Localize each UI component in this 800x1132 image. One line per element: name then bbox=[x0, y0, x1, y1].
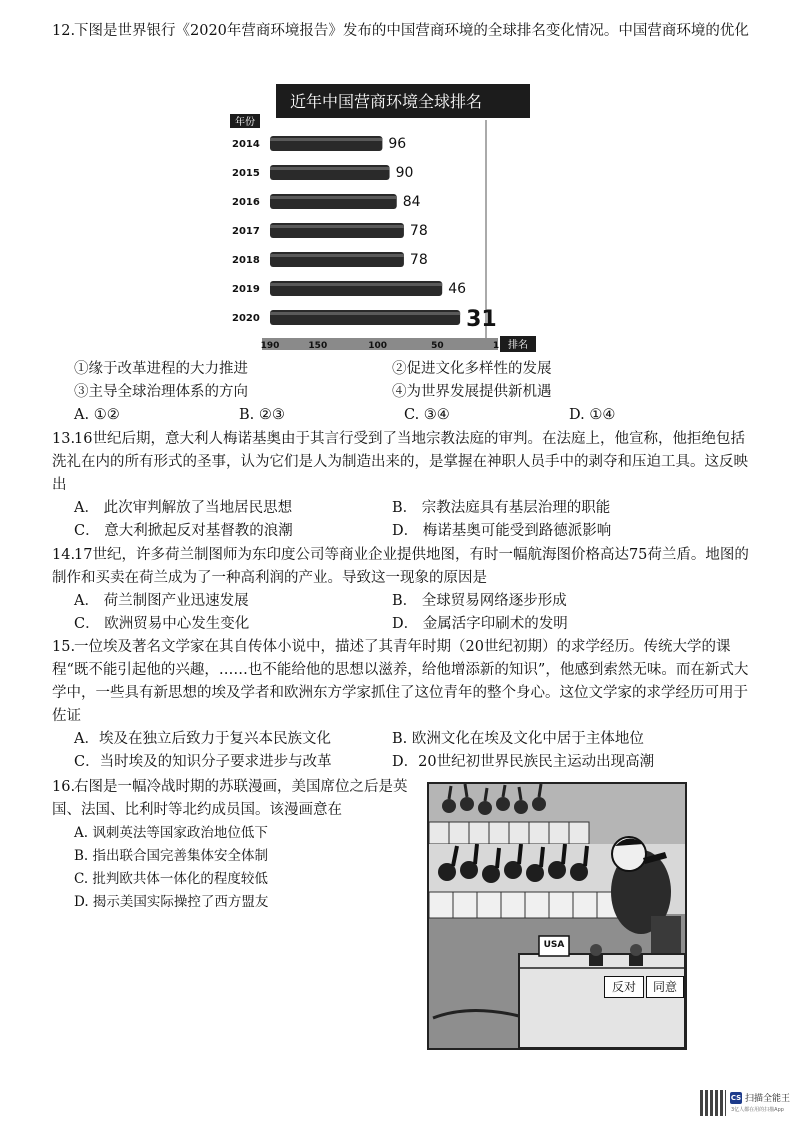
question-stem: 17世纪，许多荷兰制图师为东印度公司等商业企业提供地图，有时一幅航海图价格高达75荷兰盾。地图的制作和买卖在荷兰成为了一种高利润的产业。导致这一现象的原因是 bbox=[52, 547, 749, 586]
y-tick-label: 2020 bbox=[232, 313, 260, 324]
question-number: 16. bbox=[52, 779, 76, 795]
option-a: A．埃及在独立后致力于复兴本民族文化 bbox=[74, 731, 331, 747]
question-13 bbox=[52, 428, 752, 543]
bar-highlight bbox=[270, 254, 404, 257]
watermark-name: 扫描全能王 bbox=[745, 1094, 791, 1104]
y-tick-label: 2014 bbox=[232, 139, 260, 150]
x-tick-label: 190 bbox=[260, 341, 280, 351]
question-12-choices bbox=[52, 358, 752, 427]
option-d: D． 金属活字印刷术的发明 bbox=[392, 616, 568, 632]
data-label: 90 bbox=[395, 165, 414, 181]
data-label: 84 bbox=[402, 194, 421, 210]
data-label: 78 bbox=[409, 223, 428, 239]
option-d: D． 梅诺基奥可能受到路德派影响 bbox=[392, 523, 612, 539]
statement-1: ①缘于改革进程的大力推进 bbox=[74, 361, 248, 377]
bar-highlight bbox=[270, 138, 382, 141]
y-axis-label: 年份 bbox=[235, 117, 255, 128]
usa-desk-label: USA bbox=[543, 940, 565, 950]
bar-highlight bbox=[270, 283, 442, 286]
option-c: C. ③④ bbox=[404, 407, 450, 423]
x-tick-label: 50 bbox=[431, 341, 444, 351]
option-d: D．20世纪初世界民族民主运动出现高潮 bbox=[392, 754, 655, 770]
y-tick-label: 2015 bbox=[232, 168, 260, 179]
data-label: 78 bbox=[409, 252, 428, 268]
x-axis-label: 排名 bbox=[508, 340, 528, 351]
agree-button-label: 同意 bbox=[646, 976, 684, 998]
y-tick-label: 2017 bbox=[232, 226, 260, 237]
y-tick-label: 2016 bbox=[232, 197, 260, 208]
question-16 bbox=[52, 776, 412, 914]
option-d: D. ①④ bbox=[569, 407, 616, 423]
question-12 bbox=[52, 20, 752, 43]
data-label: 31 bbox=[466, 307, 497, 332]
x-tick-label: 100 bbox=[368, 341, 388, 351]
option-a: A. ①② bbox=[74, 407, 120, 423]
option-b: B. 欧洲文化在埃及文化中居于主体地位 bbox=[392, 731, 644, 747]
bar-highlight bbox=[270, 196, 397, 199]
oppose-button-label: 反对 bbox=[604, 976, 644, 998]
scanner-watermark bbox=[700, 1090, 792, 1120]
option-b: B． 全球贸易网络逐步形成 bbox=[392, 593, 567, 609]
option-c: C． 意大利掀起反对基督教的浪潮 bbox=[74, 523, 293, 539]
ranking-bar-chart bbox=[230, 80, 542, 356]
y-tick-label: 2018 bbox=[232, 255, 260, 266]
question-number: 13. bbox=[52, 431, 76, 447]
data-label: 46 bbox=[448, 281, 467, 297]
data-label: 96 bbox=[388, 136, 407, 152]
option-a: A． 荷兰制图产业迅速发展 bbox=[74, 593, 249, 609]
option-c: C． 欧洲贸易中心发生变化 bbox=[74, 616, 250, 632]
statement-3: ③主导全球治理体系的方向 bbox=[74, 384, 248, 400]
cold-war-cartoon bbox=[427, 782, 687, 1050]
question-15 bbox=[52, 636, 752, 774]
question-number: 12. bbox=[52, 23, 76, 39]
watermark-subtitle: 3亿人都在用的扫描App bbox=[731, 1107, 784, 1113]
qr-code-icon bbox=[700, 1090, 726, 1116]
question-number: 14. bbox=[52, 547, 76, 563]
x-tick-label: 1 bbox=[492, 341, 500, 351]
option-b: B. ②③ bbox=[239, 407, 285, 423]
bar-highlight bbox=[270, 167, 390, 170]
bar-highlight bbox=[270, 225, 404, 228]
option-d: D. 揭示美国实际操控了西方盟友 bbox=[74, 894, 269, 910]
option-b: B． 宗教法庭具有基层治理的职能 bbox=[392, 500, 611, 516]
chart-title: 近年中国营商环境全球排名 bbox=[290, 92, 483, 111]
y-tick-label: 2019 bbox=[232, 284, 260, 295]
question-stem: 16世纪后期，意大利人梅诺基奥由于其言行受到了当地宗教法庭的审判。在法庭上，他宣称，他拒绝包括洗礼在内的所有形式的圣事，认为它们是人为制造出来的，是掌握在神职人员手中的剥夺和压迫工具。这反映出 bbox=[52, 431, 748, 493]
option-c: C. 批判欧共体一体化的程度较低 bbox=[74, 871, 268, 887]
option-a: A． 此次审判解放了当地居民思想 bbox=[74, 500, 293, 516]
camscanner-logo-icon: CS bbox=[730, 1094, 742, 1102]
question-number: 15. bbox=[52, 639, 76, 655]
question-stem: 一位埃及著名文学家在其自传体小说中，描述了其青年时期（20世纪初期）的求学经历。传统大学的课程“既不能引起他的兴趣，……也不能给他的思想以滋养，给他增添新的知识”，他感到索然无味。而在新式大学中，一些具有新思想的埃及学者和欧洲东方学家抓住了这位青年的整个身心。这位文学家的求学经历可用于佐证 bbox=[52, 639, 749, 724]
bar-highlight bbox=[270, 312, 460, 315]
question-stem: 下图是世界银行《2020年营商环境报告》发布的中国营商环境的全球排名变化情况。中国营商环境的优化 bbox=[74, 23, 749, 39]
option-a: A. 讽刺英法等国家政治地位低下 bbox=[74, 825, 268, 841]
statement-4: ④为世界发展提供新机遇 bbox=[392, 384, 552, 400]
question-stem: 右图是一幅冷战时期的苏联漫画，美国席位之后是英国、法国、比利时等北约成员国。该漫画意在 bbox=[52, 779, 408, 818]
option-c: C．当时埃及的知识分子要求进步与改革 bbox=[74, 754, 332, 770]
x-tick-label: 150 bbox=[308, 341, 328, 351]
question-14 bbox=[52, 544, 752, 636]
statement-2: ②促进文化多样性的发展 bbox=[392, 361, 552, 377]
option-b: B. 指出联合国完善集体安全体制 bbox=[74, 848, 269, 864]
